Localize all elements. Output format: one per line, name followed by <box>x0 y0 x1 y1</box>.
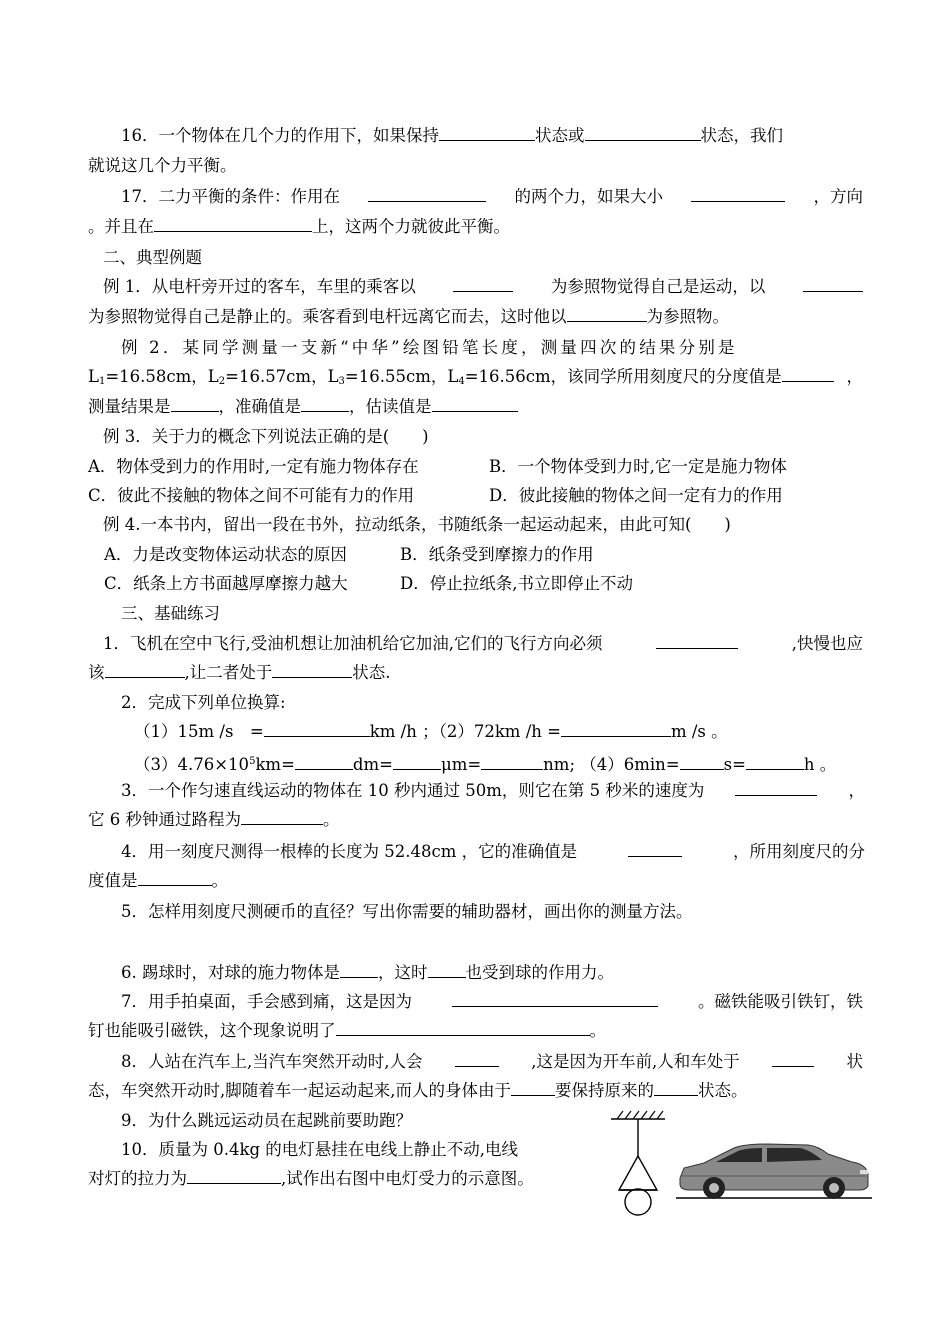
ex4-option-b: B．纸条受到摩擦力的作用 <box>400 545 594 564</box>
p1-line1: 1．飞机在空中飞行,受油机想让加油机给它加油,它们的飞行方向必须 ,快慢也应 <box>103 634 863 653</box>
p8-line2: 态，车突然开动时,脚随着车一起运动起来,而人的身体由于 要保持原来的 状态。 <box>88 1081 748 1100</box>
blank <box>154 216 312 232</box>
ex3-question: 例 3．关于力的概念下列说法正确的是( ) <box>103 427 429 446</box>
blank <box>340 962 378 978</box>
q16-line1-text: 16．一个物体在几个力的作用下，如果保持 状态或 状态，我们 <box>121 126 783 145</box>
ex3-option-a: A．物体受到力的作用时,一定有施力物体存在 <box>88 457 419 476</box>
blank <box>105 662 185 678</box>
blank <box>654 1080 698 1096</box>
ex1-line1: 例 1．从电杆旁开过的客车，车里的乘客以 为参照物觉得自己是运动，以 <box>103 276 863 298</box>
ex2-measurements: $L_1=16.58cm$，$L_2=16.57cm$，$L_3=16.55cm$，$L_4=16.56cm$，该同学所用刻度尺的分度值是 <box>88 366 834 393</box>
blank <box>171 396 219 412</box>
blank <box>264 721 370 737</box>
blank <box>452 991 658 1007</box>
blank <box>393 754 441 770</box>
blank <box>272 662 352 678</box>
blank <box>585 125 701 141</box>
p6-line: 6. 踢球时，对球的施力物体是 ，这时 也受到球的作用力。 <box>121 963 614 982</box>
blank <box>138 870 212 886</box>
hanging-lamp-icon <box>603 1110 669 1222</box>
blank <box>656 633 738 649</box>
p2-title: 2．完成下列单位换算: <box>121 693 286 712</box>
blank <box>746 754 804 770</box>
p2-row1: （1）15m /s = km /h ；（2）72km /h = m /s 。 <box>134 722 728 741</box>
blank <box>295 754 353 770</box>
blank <box>628 841 682 857</box>
ex4-option-a: A．力是改变物体运动状态的原因 <box>104 545 347 564</box>
blank <box>187 1168 281 1184</box>
p7-line1: 7．用手拍桌面，手会感到痛，这是因为 。磁铁能吸引铁钉，铁 <box>121 992 863 1011</box>
q16-line1 <box>121 125 863 147</box>
blank <box>453 276 513 292</box>
p1-line2: 该 ,让二者处于 状态. <box>88 663 391 682</box>
blank <box>691 186 785 202</box>
p10-line2: 对灯的拉力为 ,试作出右图中电灯受力的示意图。 <box>88 1169 534 1188</box>
blank <box>336 1020 590 1036</box>
car-icon <box>676 1140 872 1206</box>
ex4-option-c: C．纸条上方书面越厚摩擦力越大 <box>104 574 348 593</box>
ex4-question: 例 4.一本书内，留出一段在书外，拉动纸条，书随纸条一起运动起来，由此可知( ) <box>103 515 731 534</box>
ex1-line2: 为参照物觉得自己是静止的。乘客看到电杆远离它而去，这时他以 为参照物。 <box>88 307 729 326</box>
ex3-option-b: B．一个物体受到力时,它一定是施力物体 <box>489 457 787 476</box>
blank <box>680 754 724 770</box>
blank <box>455 1051 499 1067</box>
blank <box>368 186 486 202</box>
p5-question: 5．怎样用刻度尺测硬币的直径？写出你需要的辅助器材，画出你的测量方法。 <box>121 902 693 921</box>
ex3-option-c: C．彼此不接触的物体之间不可能有力的作用 <box>88 486 415 505</box>
p2-row2: $(3)4.76\times 10^5km= dm= \mu m=$ nm; （4）6min= s= h 。 <box>134 755 837 774</box>
blank <box>511 1080 555 1096</box>
p9-question: 9．为什么跳远运动员在起跳前要助跑？ <box>121 1111 412 1130</box>
q16-line2: 就说这几个力平衡。 <box>88 156 237 175</box>
blank <box>432 396 518 412</box>
section-2-title: 二、典型例题 <box>103 248 202 267</box>
blank <box>567 306 647 322</box>
blank <box>481 754 543 770</box>
p10-line1: 10．质量为 0.4kg 的电灯悬挂在电线上静止不动,电线 <box>121 1140 519 1159</box>
p3-line1: 3．一个作匀速直线运动的物体在 10 秒内通过 50m，则它在第 5 秒米的速度为 ， <box>121 781 865 800</box>
ex3-option-d: D．彼此接触的物体之间一定有力的作用 <box>489 486 783 505</box>
p8-line1: 8．人站在汽车上,当汽车突然开动时,人会 ,这是因为开车前,人和车处于 状 <box>121 1052 863 1071</box>
blank <box>782 366 834 382</box>
ex2-line1: 例 2．某同学测量一支新“中华”绘图铅笔长度，测量四次的结果分别是 <box>121 338 738 357</box>
p7-line2: 钉也能吸引磁铁，这个现象说明了 。 <box>88 1021 606 1040</box>
q17-line1: 17．二力平衡的条件：作用在 的两个力，如果大小 ，方向 <box>121 187 863 206</box>
p4-line1: 4．用一刻度尺测得一根棒的长度为 52.48cm ，它的准确值是 ，所用刻度尺的分 <box>121 842 865 861</box>
blank <box>439 125 535 141</box>
blank <box>561 721 671 737</box>
ex2-line2: $L_1=16.58cm$，$L_2=16.57cm$，$L_3=16.55cm$，$L_4=16.56cm$，该同学所用刻度尺的分度值是 ， <box>88 366 863 393</box>
ex2-line3: 测量结果是 ，准确值是 ，估读值是 <box>88 396 518 418</box>
blank <box>735 780 817 796</box>
blank <box>772 1051 814 1067</box>
blank <box>241 809 323 825</box>
blank <box>301 396 349 412</box>
section-3-title: 三、基础练习 <box>121 604 220 623</box>
q17-line2: 。并且在 上，这两个力就彼此平衡。 <box>88 217 510 236</box>
ex4-option-d: D．停止拉纸条,书立即停止不动 <box>400 574 633 593</box>
blank <box>803 276 863 292</box>
p3-line2: 它 6 秒钟通过路程为 。 <box>88 810 340 829</box>
p4-line2: 度值是 。 <box>88 871 228 890</box>
blank <box>428 962 466 978</box>
